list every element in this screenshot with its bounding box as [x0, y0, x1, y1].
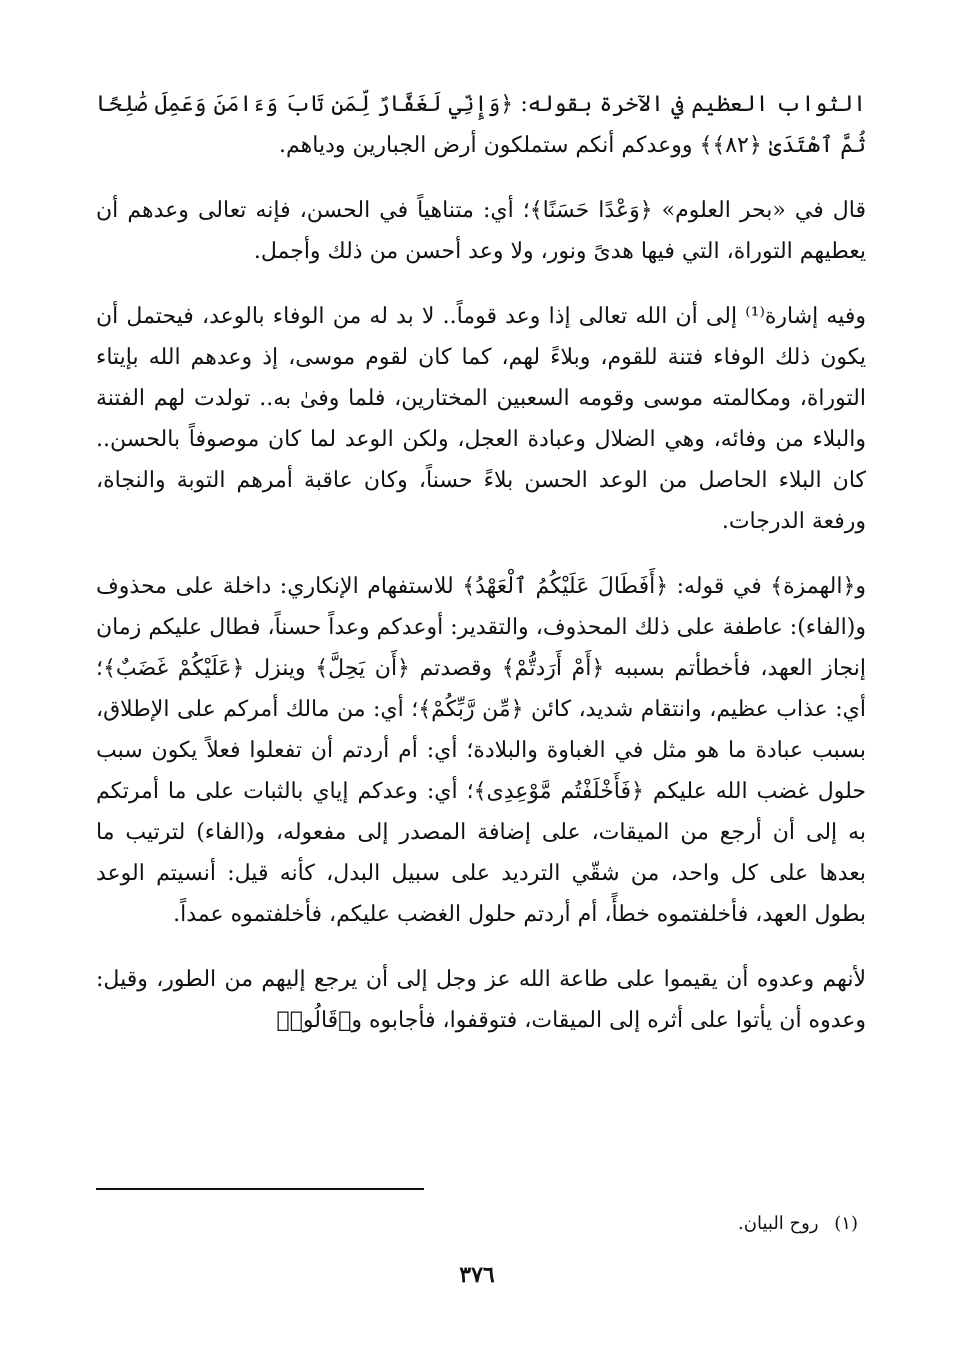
paragraph-4: و﴿الهمزة﴾ في قوله: ﴿أَفَطَالَ عَلَيْكُمُ ٱلْعَهْدُ﴾ للاستفهام الإنكاري: داخلة على محذوف و(الفاء): عاطفة على ذلك المحذوف، والتقدير: أوعدكم وعداً حسناً، فطال عليكم زمان إنجاز العهد، فأخطأتم بسببه ﴿أَمْ أَرَدتُّمْ﴾ وقصدتم ﴿أَن يَحِلَّ﴾ وينزل ﴿عَلَيْكُمْ غَضَبٌ﴾؛ أي: عذاب عظيم، وانتقام شديد، كائن ﴿مِّن رَّبِّكُمْ﴾؛ أي: من مالك أمركم على الإطلاق، بسبب عبادة ما هو مثل في الغباوة والبلادة؛ أي: أم أردتم أن تفعلوا فعلاً يكون سبب حلول غضب الله عليكم ﴿فَأَخْلَفْتُم مَّوْعِدِى﴾؛ أي: وعدكم إياي بالثبات على ما أمرتكم به إلى أن أرجع من الميقات، على إضافة المصدر إلى مفعوله، و(الفاء) لترتيب ما بعدها على كل واحد، من شقّي الترديد على سبيل البدل، كأنه قيل: أنسيتم الوعد بطول العهد، فأخلفتموه خطأً، أم أردتم حلول الغضب عليكم، فأخلفتموه عمداً.	[96, 574, 866, 927]
paragraph-5: لأنهم وعدوه أن يقيموا على طاعة الله عز وجل إلى أن يرجع إليهم من الطور، وقيل: وعدوه أن يأتوا على أثره إلى الميقات، فتوقفوا، فأجابوه و﴿قَالُوا۟	[96, 967, 866, 1033]
paragraph-1: الثواب العظيم في الآخرة بقوله: ﴿وَإِنِّي لَغَفَّارٌ لِّمَن تَابَ وَءَامَنَ وَعَمِلَ صَٰلِحًا ثُمَّ ٱهْتَدَىٰ ﴿٨٢﴾﴾ ووعدكم أنكم ستملكون أرض الجبارين ودياهم.	[96, 92, 866, 158]
footnote-number: (١)	[834, 1213, 858, 1234]
footnote	[738, 1210, 858, 1238]
page-number: ٣٧٦	[459, 1262, 495, 1288]
paragraph-3: وفيه إشارة⁽¹⁾ إلى أن الله تعالى إذا وعد قوماً.. لا بد له من الوفاء بالوعد، فيحتمل أن يكون ذلك الوفاء فتنة للقوم، وبلاءً لهم، كما كان لقوم موسى، إذ وعدهم الله بإيتاء التوراة، ومكالمته موسى وقومه السعبين المختارين، فلما وفىٰ به.. تولدت لهم الفتنة والبلاء من وفائه، وهي الضلال وعبادة العجل، ولكن الوعد لما كان موصوفاً بالحسن.. كان البلاء الحاصل من الوعد الحسن بلاءً حسناً، وكان عاقبة أمرهم التوبة والنجاة، ورفعة الدرجات.	[96, 304, 866, 534]
footnote-text: روح البيان.	[738, 1213, 819, 1234]
footnote-divider	[96, 1188, 424, 1190]
paragraph-2: قال في «بحر العلوم» ﴿وَعْدًا حَسَنًا﴾؛ أي: متناهياً في الحسن، فإنه تعالى وعدهم أن يعطيهم التوراة، التي فيها هدىً ونور، ولا وعد أحسن من ذلك وأجمل.	[96, 198, 866, 264]
page-body	[96, 84, 866, 1065]
